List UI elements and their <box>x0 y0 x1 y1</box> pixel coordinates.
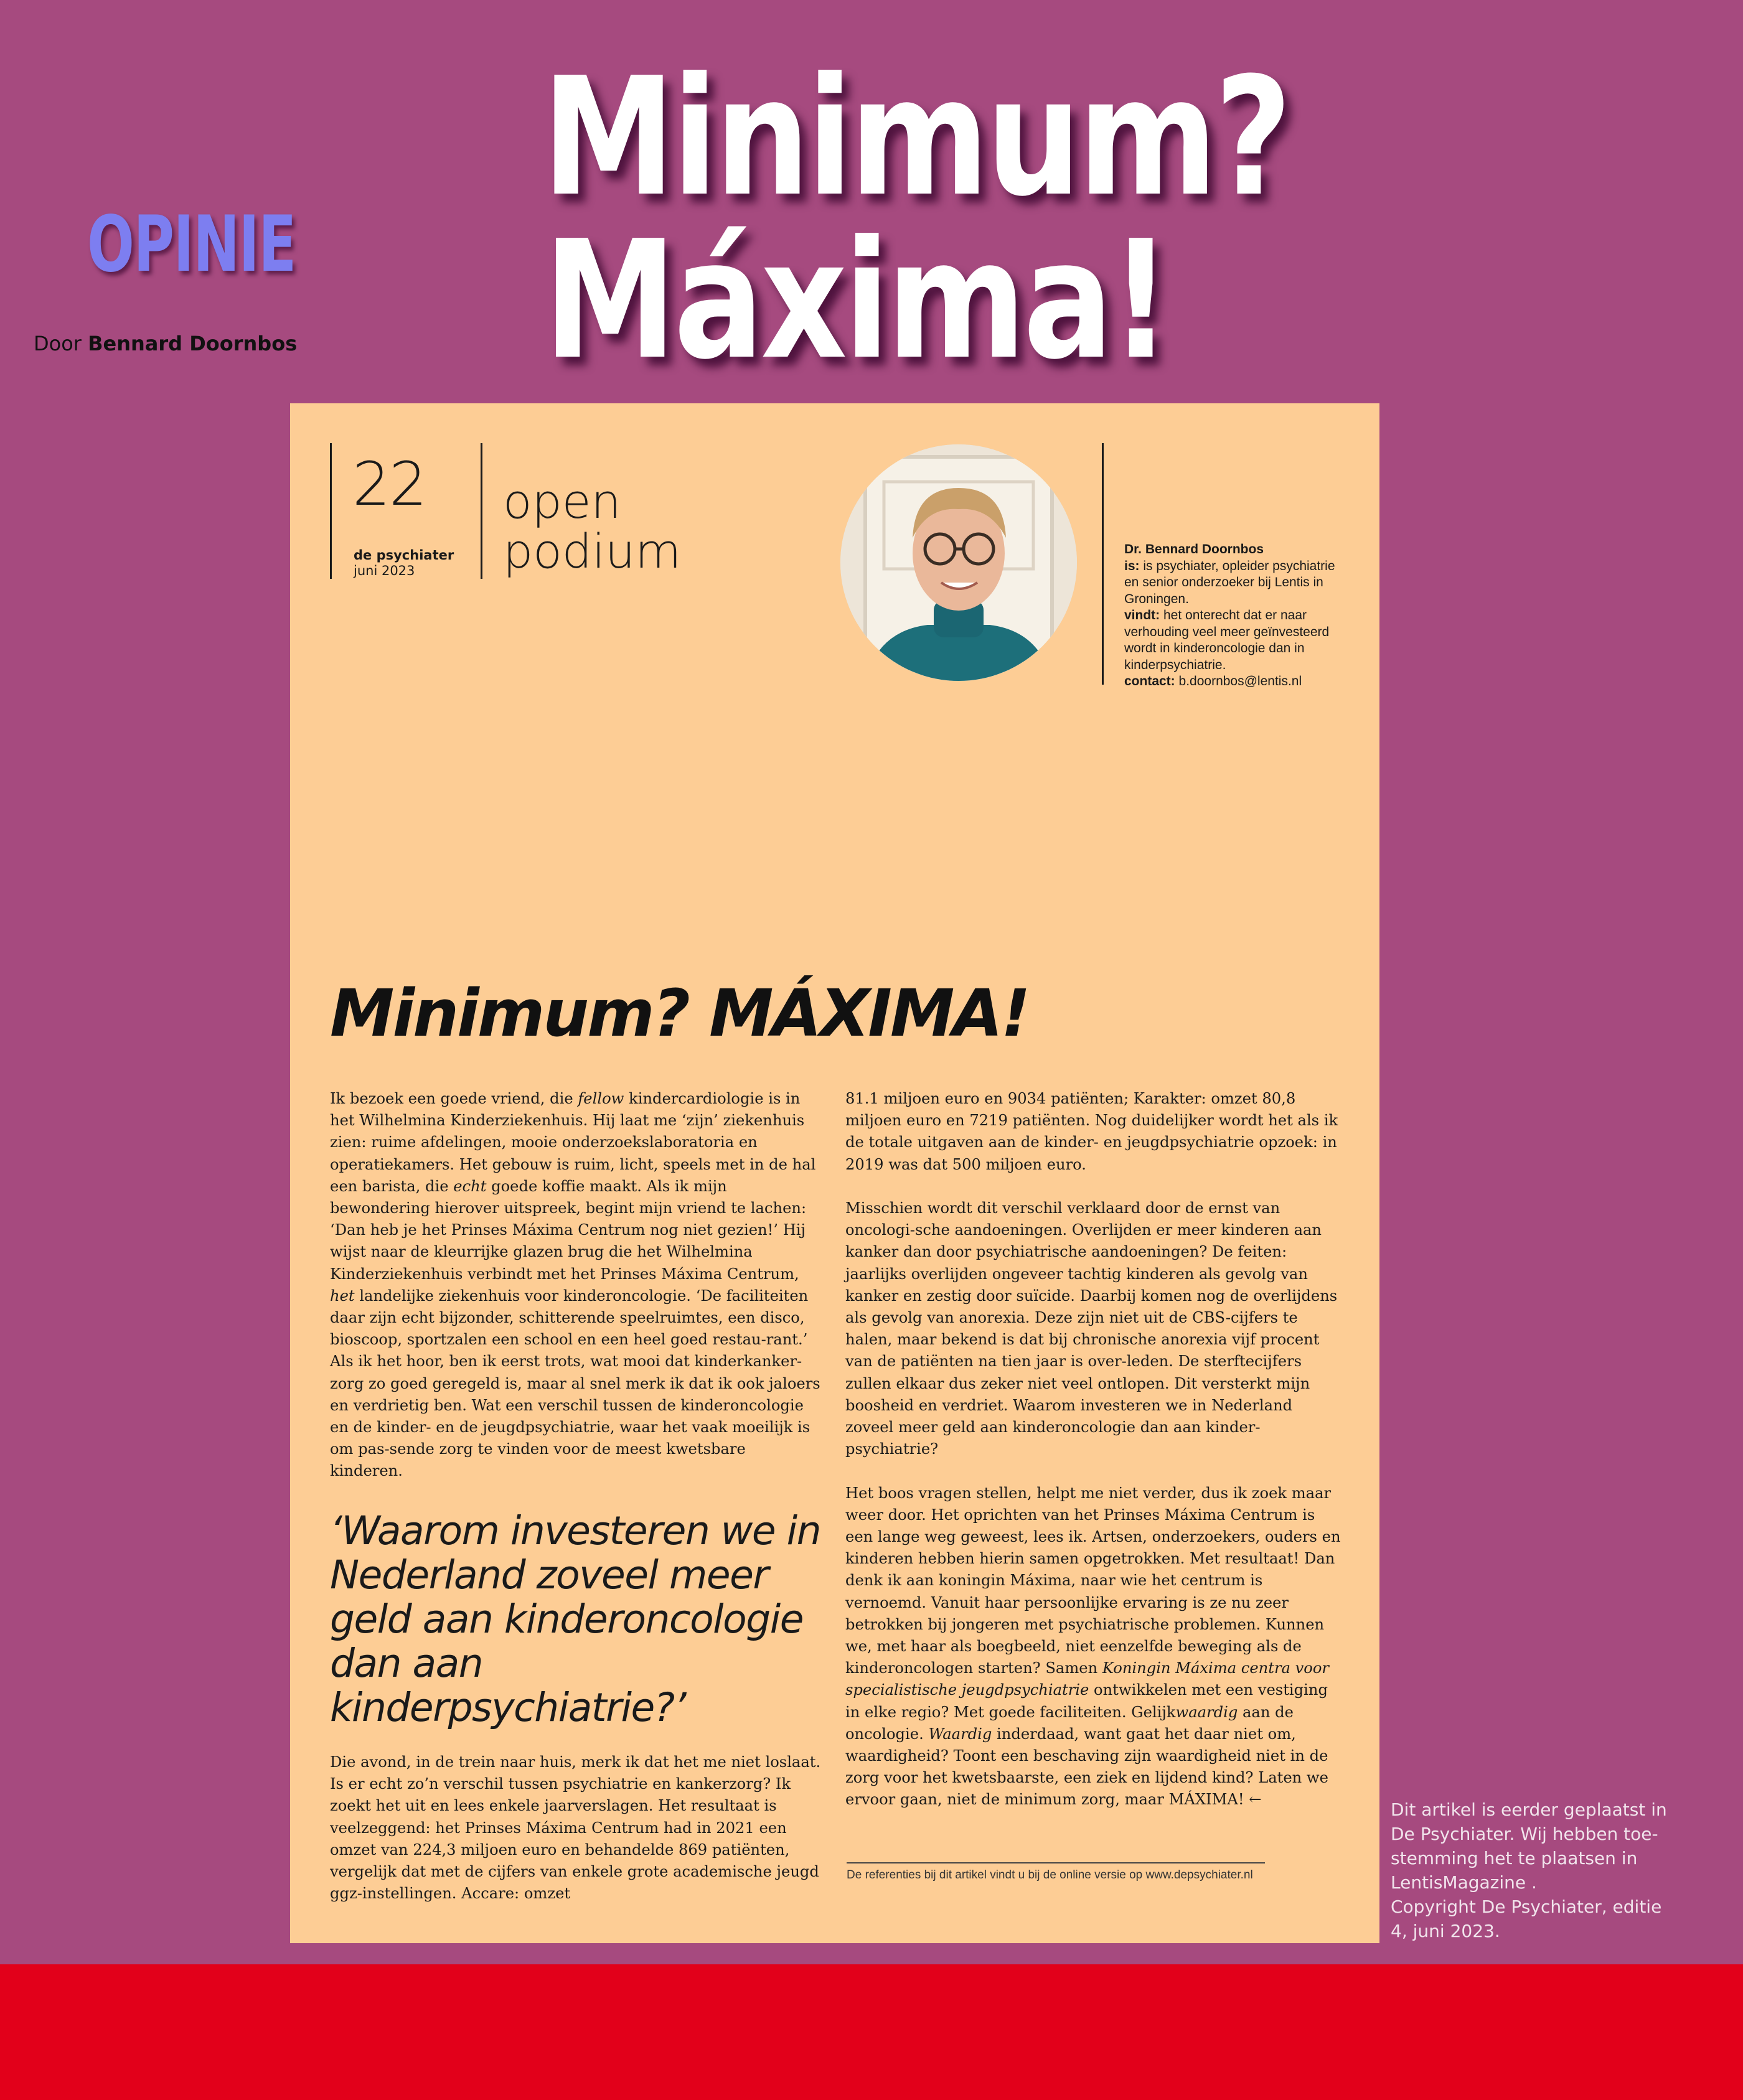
author-box <box>1124 541 1348 690</box>
paragraph: Ik bezoek een goede vriend, die fellow kindercardiologie is in het Wilhelmina Kinderziekenhuis. Hij laat me ‘zijn’ ziekenhuis zien: ruime afdelingen, mooie onderzoekslaboratoria en operatiekamers. Het gebouw is ruim, licht, speels met in de hal een barista, die echt goede koffie maakt. Als ik mijn bewondering hierover uitspreek, begint mijn vriend te lachen: ‘Dan heb je het Prinses Máxima Centrum nog niet gezien!’ Hij wijst naar de kleurrijke glazen brug die het Wilhelmina Kinderziekenhuis verbindt met het Prinses Máxima Centrum, het landelijke ziekenhuis voor kinderoncologie. ‘De faciliteiten daar zijn echt bijzonder, schitterende speelruimtes, een disco, bioscoop, sportzalen een school en een heel goed restau-rant.’ Als ik het hoor, ben ik eerst trots, wat mooi dat kinderkanker-zorg zo goed geregeld is, maar al snel merk ik dat ik ook jaloers en verdrietig ben. Wat een verschil tussen de kinderoncologie en de kinder- en de jeugdpsychiatrie, waar het vaak moeilijk is om pas-sende zorg te vinden voor de meest kwetsbare kinderen. <box>330 1090 820 1480</box>
headline <box>542 42 1289 395</box>
byline-author: Bennard Doornbos <box>88 332 298 355</box>
author-opinion-label: vindt: <box>1124 608 1160 622</box>
pull-quote: ‘Waarom investeren we in Nederland zoveel meer geld aan kinderoncologie dan aan kinderpsychiatrie?’ <box>330 1508 821 1730</box>
author-opinion <box>1124 607 1348 673</box>
paragraph: 81.1 miljoen euro en 9034 patiënten; Karakter: omzet 80,8 miljoen euro en 7219 patiënten. Nog duidelijker wordt het als ik de totale uitgaven aan de kinder- en jeugdpsychiatrie opzoek: in 2019 was dat 500 miljoen euro. <box>845 1090 1338 1173</box>
author-portrait <box>840 444 1077 681</box>
paragraph: Het boos vragen stellen, helpt me niet verder, dus ik zoek maar weer door. Het oprichten van het Prinses Máxima Centrum is een lange weg geweest, lees ik. Artsen, onderzoekers, ouders en kinderen hebben hierin samen opgetrokken. Met resultaat! Dan denk ik aan koningin Máxima, naar wie het centrum is vernoemd. Vanuit haar persoonlijke ervaring is ze nu zeer betrokken bij jongeren met psychiatrische problemen. Kunnen we, met haar als boegbeeld, niet eenzelfde beweging als de kinderoncologen starten? Samen Koningin Máxima centra voor specialistische jeugdpsychiatrie ontwikkelen met een vestiging in elke regio? Met goede faciliteiten. Gelijkwaardig aan de oncologie. Waardig inderdaad, want gaat het daar niet om, waardigheid? Toont een beschaving zijn waardigheid niet in de zorg voor het kwetsbaarste, een ziek en lijdend kind? Laten we ervoor gaan, niet de minimum zorg, maar MÁXIMA! ← <box>845 1484 1341 1809</box>
author-contact <box>1124 673 1348 690</box>
portrait-illustration <box>840 444 1077 681</box>
author-role <box>1124 558 1348 608</box>
author-contact-label: contact: <box>1124 674 1175 688</box>
author-role-label: is: <box>1124 558 1140 573</box>
side-note-copyright: Copyright De Psychiater, editie 4, juni 2023. <box>1391 1896 1662 1941</box>
divider <box>481 443 482 579</box>
divider <box>1102 443 1104 685</box>
references-note: De referenties bij dit artikel vindt u bij de online versie op www.depsychiater.nl <box>847 1868 1253 1882</box>
author-opinion-text: het onterecht dat er naar verhouding veel meer geïnvesteerd wordt in kinderoncologie dan in kinderpsychiatrie. <box>1124 608 1330 672</box>
byline-prefix: Door <box>34 332 82 355</box>
headline-line-2: Máxima! <box>543 205 1168 395</box>
paragraph: Misschien wordt dit verschil verklaard door de ernst van oncologi-sche aandoeningen. Overlijden er meer kinderen aan kanker dan door psychiatrische aandoeningen? De feiten: jaarlijks overlijden ongeveer tachtig kinderen als gevolg van kanker en zestig door suïcide. Daarbij komen nog de overlijdens als gevolg van anorexia. Deze zijn niet uit de CBS-cijfers te halen, maar bekend is dat bij chronische anorexia vijf procent van de patiënten na tien jaar is over-leden. De sterftecijfers zullen elkaar dus zeker niet veel ontlopen. Dit versterkt mijn boosheid en verdriet. Waarom investeren we in Nederland zoveel meer geld aan kinderoncologie dan aan kinder-psychiatrie? <box>845 1199 1338 1458</box>
section-title-line-2: podium <box>503 523 682 579</box>
article-column-1-continued <box>330 1751 822 1905</box>
side-note <box>1391 1798 1683 1943</box>
bottom-color-band <box>0 1964 1743 2100</box>
publication-name: de psychiater <box>354 548 454 563</box>
article-column-1 <box>330 1088 822 1483</box>
divider <box>847 1862 1265 1863</box>
article-title: Minimum? MÁXIMA! <box>330 975 1029 1051</box>
byline <box>34 332 297 355</box>
author-name: Dr. Bennard Doornbos <box>1124 542 1264 556</box>
author-contact-email: b.doornbos@lentis.nl <box>1178 674 1302 688</box>
divider <box>330 443 332 579</box>
article-column-2 <box>845 1088 1343 1811</box>
issue-date: juni 2023 <box>354 563 415 578</box>
paragraph: Die avond, in de trein naar huis, merk ik dat het me niet loslaat. Is er echt zo’n verschil tussen psychiatrie en kankerzorg? Ik zoekt het uit en lees enkele jaarverslagen. Het resultaat is veelzeggend: het Prinses Máxima Centrum had in 2021 een omzet van 224,3 miljoen euro en behandelde 869 patiënten, vergelijk dat met de cijfers van enkele grote academische jeugd ggz-instellingen. Accare: omzet <box>330 1753 821 1903</box>
section-title-line-1: open <box>503 474 621 529</box>
issue-number: 22 <box>352 449 426 519</box>
headline-line-1: Minimum? <box>542 42 1289 232</box>
end-arrow-icon: ← <box>1249 1791 1262 1809</box>
section-title <box>503 474 682 579</box>
article-page-scan <box>290 403 1379 1943</box>
section-label-opinie: OPINIE <box>87 200 296 289</box>
publication-info <box>354 548 454 579</box>
author-role-text: is psychiater, opleider psychiatrie en senior onderzoeker bij Lentis in Groningen. <box>1124 558 1335 606</box>
side-note-text: Dit artikel is eerder geplaatst in De Psychiater. Wij hebben toe-stemming het te plaatsen in LentisMagazine . <box>1391 1799 1667 1893</box>
